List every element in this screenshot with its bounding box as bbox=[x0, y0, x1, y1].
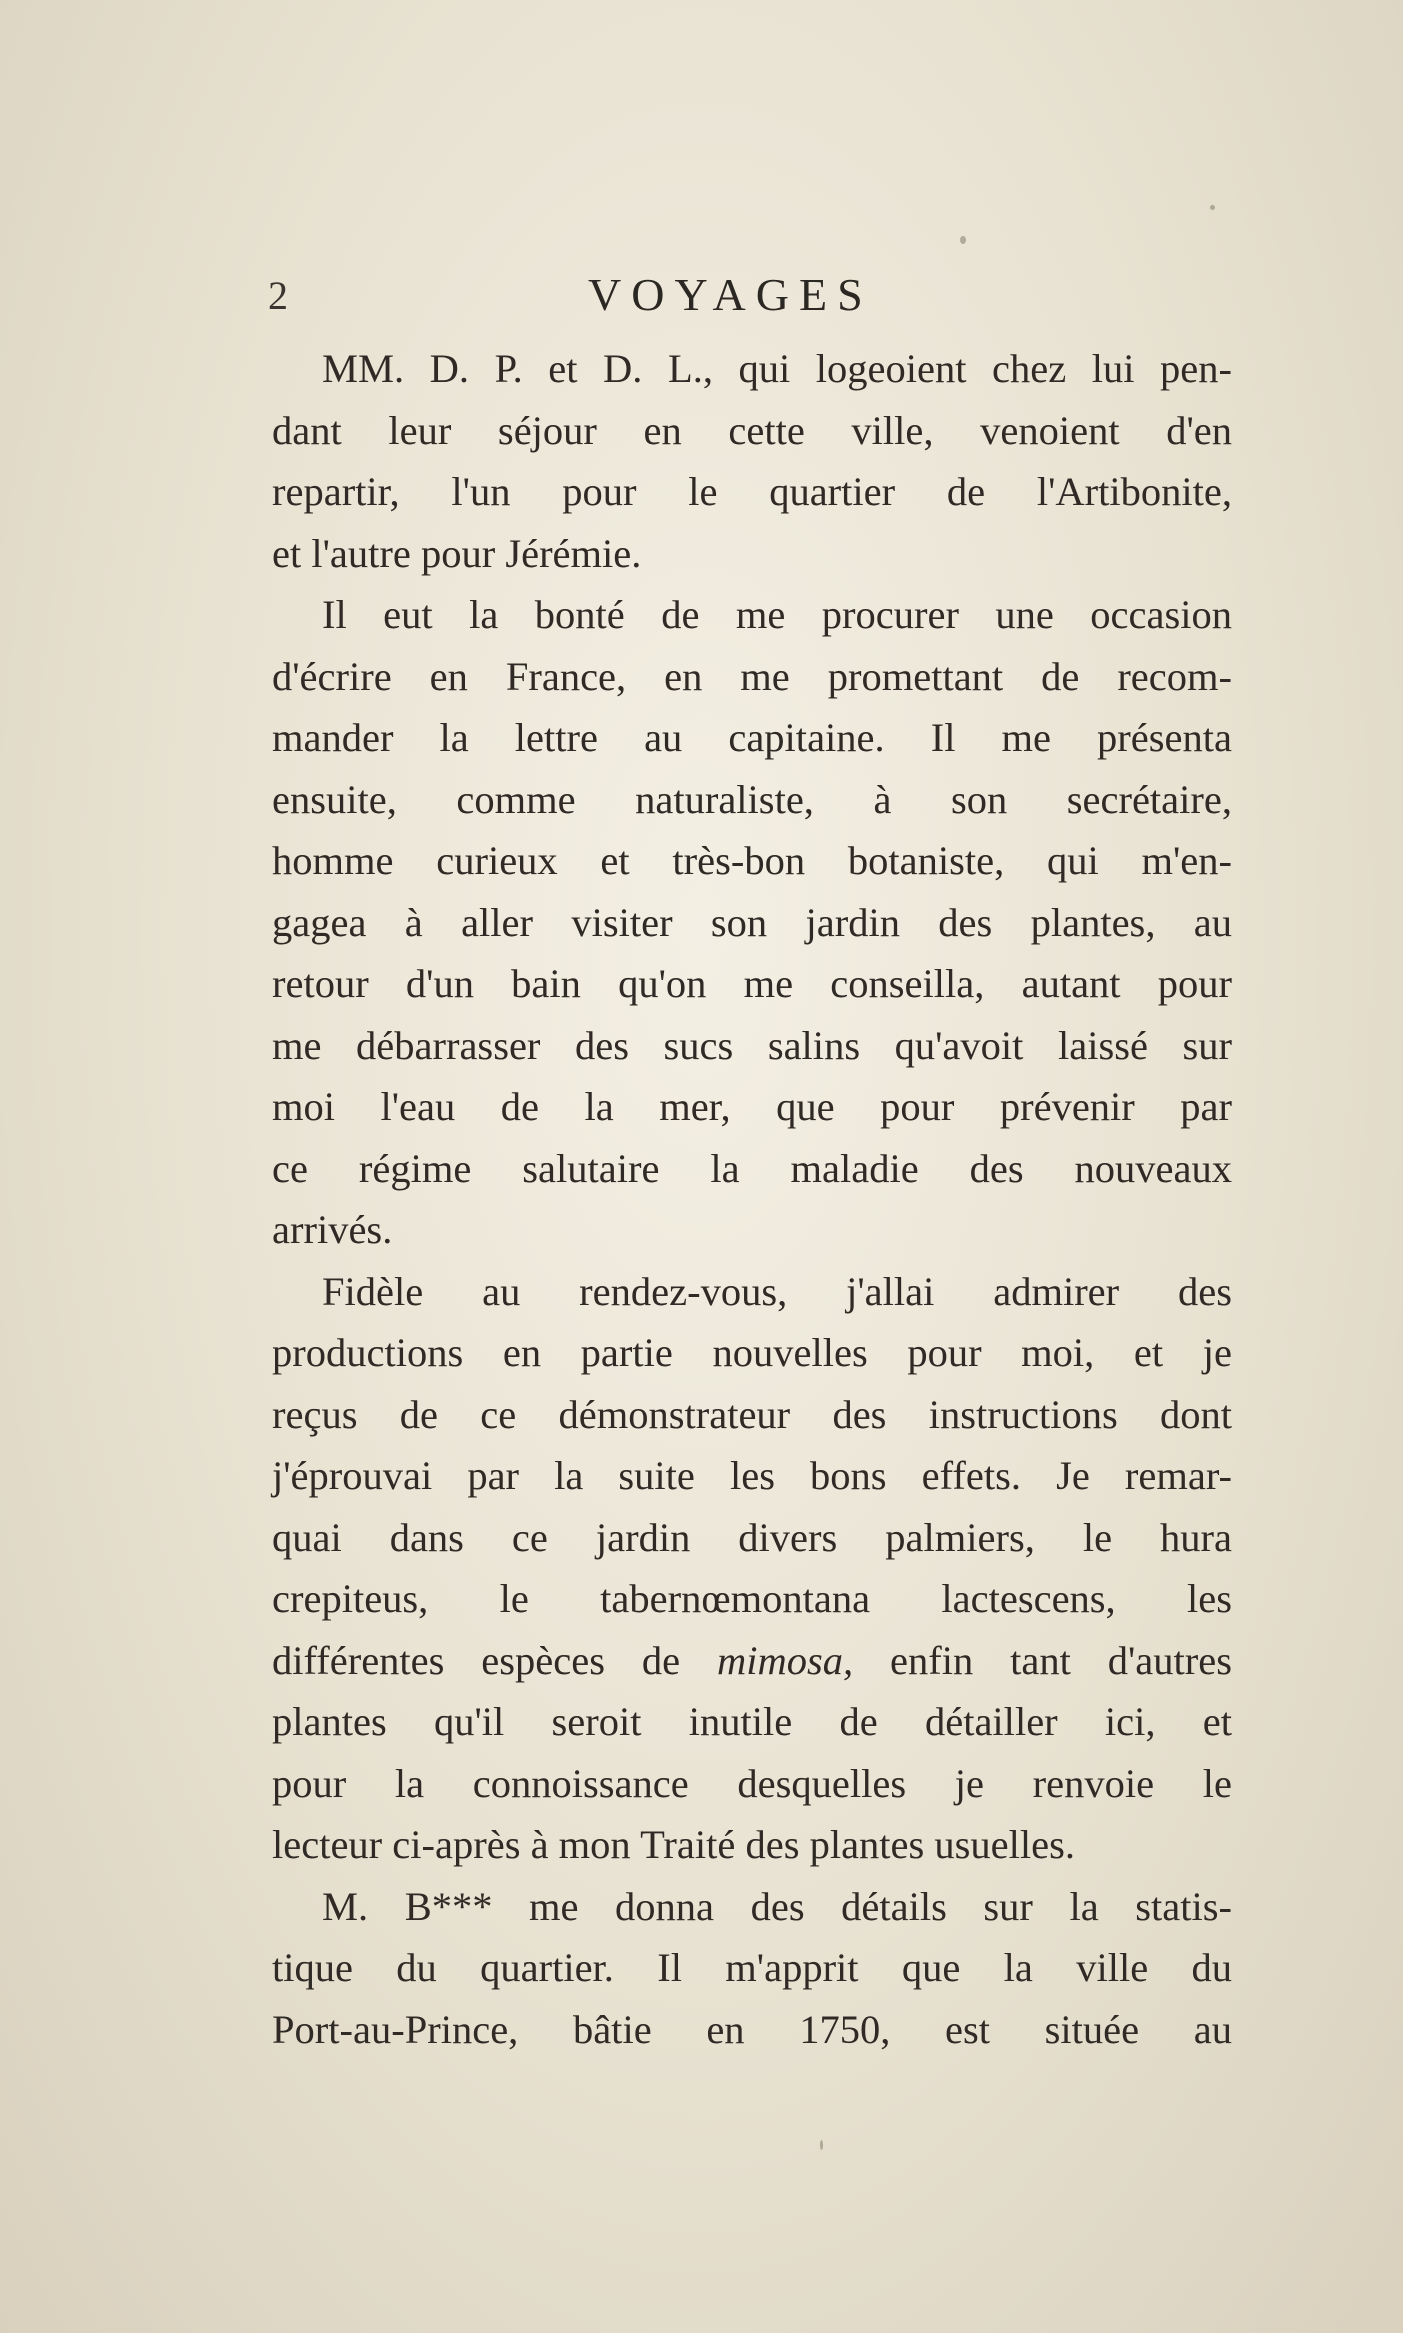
text-line: d'écrire en France, en me promettant de recom- bbox=[272, 653, 1232, 699]
text-line: pour la connoissance desquelles je renvoie le bbox=[272, 1760, 1232, 1806]
text-segment: enfin tant d'autres bbox=[890, 1637, 1233, 1683]
running-head: VOYAGES bbox=[588, 269, 873, 320]
paper-speck bbox=[960, 236, 966, 244]
text-line: homme curieux et très-bon botaniste, qui m'en- bbox=[272, 838, 1232, 883]
text-line: dant leur séjour en cette ville, venoient d'en bbox=[272, 407, 1232, 453]
text-line: repartir, l'un pour le quartier de l'Artibonite, bbox=[272, 469, 1232, 514]
text-line: arrivés. bbox=[272, 1207, 393, 1252]
text-line: mander la lettre au capitaine. Il me présenta bbox=[272, 715, 1232, 760]
text-line: Il eut la bonté de me procurer une occasion bbox=[322, 592, 1232, 637]
text-line-mixed bbox=[272, 1630, 1232, 1692]
text-segment: différentes espèces de bbox=[272, 1637, 681, 1683]
text-line: Fidèle au rendez-vous, j'allai admirer des bbox=[322, 1268, 1232, 1314]
text-line: me débarrasser des sucs salins qu'avoit laissé sur bbox=[272, 1022, 1232, 1068]
text-line: Port-au-Prince, bâtie en 1750, est située au bbox=[272, 2006, 1232, 2052]
text-line: retour d'un bain qu'on me conseilla, autant pour bbox=[272, 961, 1232, 1006]
text-line: reçus de ce démonstrateur des instructions dont bbox=[272, 1391, 1232, 1437]
text-line: tique du quartier. Il m'apprit que la ville du bbox=[272, 1945, 1232, 1990]
text-line: ensuite, comme naturaliste, à son secrétaire, bbox=[272, 776, 1232, 822]
text-line: moi l'eau de la mer, que pour prévenir par bbox=[272, 1084, 1232, 1129]
text-line: ce régime salutaire la maladie des nouveaux bbox=[272, 1145, 1232, 1191]
text-line: M. B*** me donna des détails sur la statis- bbox=[322, 1883, 1232, 1929]
body-text bbox=[272, 338, 1232, 2060]
page-header bbox=[268, 268, 1228, 324]
text-line: quai dans ce jardin divers palmiers, le hura bbox=[272, 1514, 1232, 1560]
text-line: productions en partie nouvelles pour moi, et je bbox=[272, 1330, 1232, 1375]
text-line: et l'autre pour Jérémie. bbox=[272, 530, 642, 576]
paper-speck bbox=[820, 2140, 823, 2150]
page-number: 2 bbox=[268, 273, 288, 318]
text-line: crepiteus, le tabernœmontana lactescens, les bbox=[272, 1576, 1232, 1621]
text-line: j'éprouvai par la suite les bons effets. Je remar- bbox=[272, 1453, 1232, 1498]
italic-term: mimosa, bbox=[717, 1637, 854, 1683]
text-line: gagea à aller visiter son jardin des plantes, au bbox=[272, 899, 1232, 945]
text-line: MM. D. P. et D. L., qui logeoient chez lui pen- bbox=[322, 346, 1232, 391]
paper-speck bbox=[1210, 205, 1215, 210]
text-line: lecteur ci-après à mon Traité des plantes usuelles. bbox=[272, 1822, 1076, 1867]
text-line: plantes qu'il seroit inutile de détailler ici, et bbox=[272, 1699, 1232, 1744]
